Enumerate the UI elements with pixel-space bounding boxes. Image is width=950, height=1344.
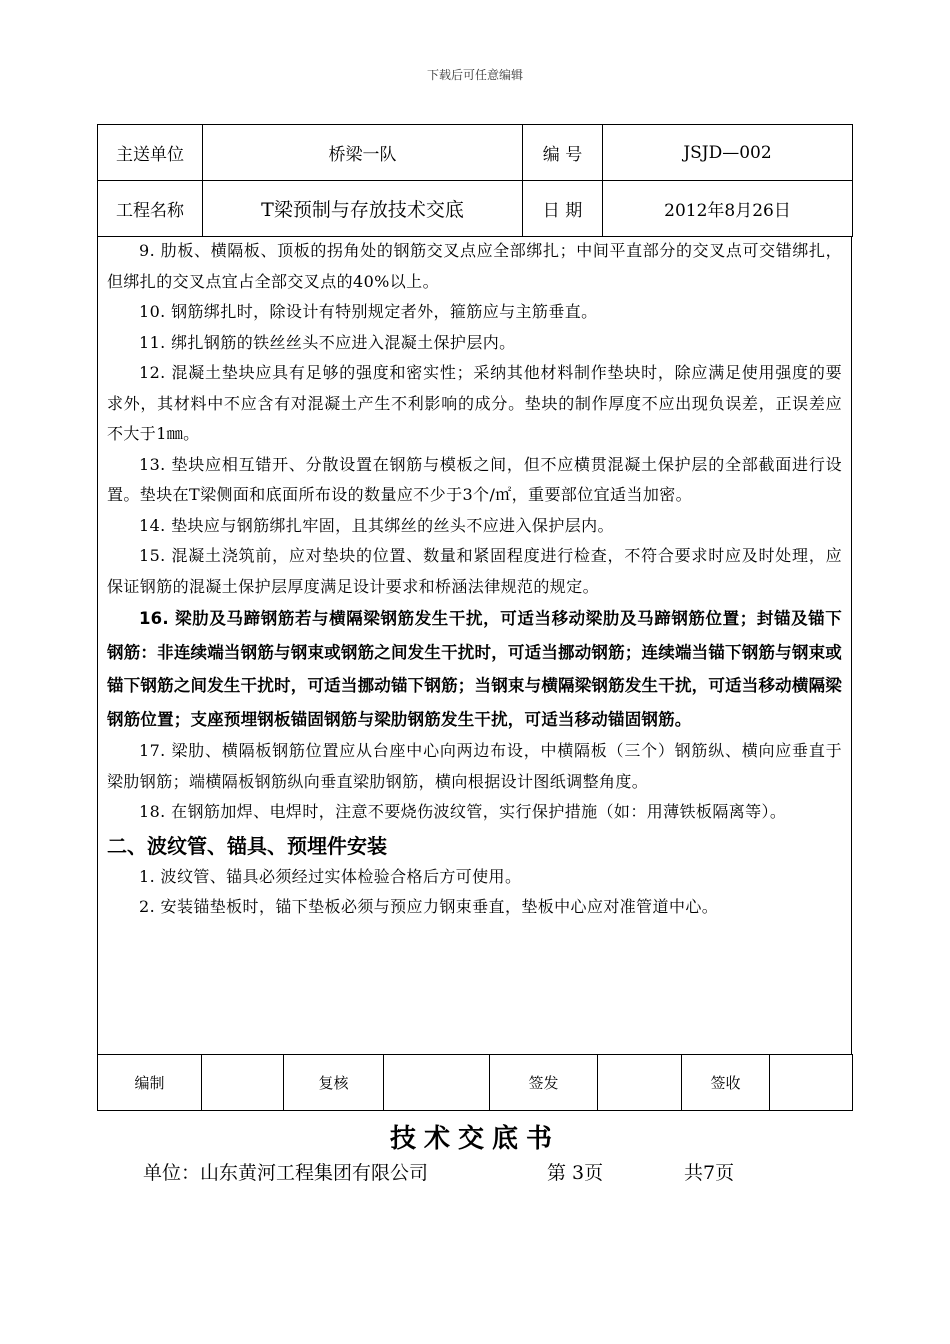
project-label: 工程名称 bbox=[98, 181, 203, 237]
document-title: 技术交底书 bbox=[389, 1124, 560, 1154]
review-field[interactable] bbox=[384, 1055, 490, 1111]
project-value: T梁预制与存放技术交底 bbox=[203, 181, 523, 237]
receive-label: 签收 bbox=[682, 1055, 770, 1111]
paragraph-18: 18. 在钢筋加焊、电焊时，注意不要烧伤波纹管，实行保护措施（如：用薄铁板隔离等）。 bbox=[139, 802, 787, 821]
sender-label: 主送单位 bbox=[98, 125, 203, 181]
receive-field[interactable] bbox=[770, 1055, 853, 1111]
compile-label: 编制 bbox=[98, 1055, 202, 1111]
sender-value: 桥梁一队 bbox=[203, 125, 523, 181]
paragraph-13: 13. 垫块应相互错开、分散设置在钢筋与模板之间，但不应横贯混凝土保护层的全部截面进行设置。垫块在T梁侧面和底面所布设的数量应不少于3个/㎡，重要部位宜适当加密。 bbox=[107, 454, 842, 504]
signature-row bbox=[98, 1055, 853, 1111]
issue-field[interactable] bbox=[598, 1055, 682, 1111]
review-label: 复核 bbox=[284, 1055, 384, 1111]
paragraph-10: 10. 钢筋绑扎时，除设计有特别规定者外，箍筋应与主筋垂直。 bbox=[139, 302, 598, 321]
footer bbox=[143, 1158, 734, 1185]
header-row-project bbox=[98, 181, 853, 237]
footer-unit: 单位：山东黄河工程集团有限公司 bbox=[143, 1162, 429, 1184]
section-item-1: 1. 波纹管、锚具必须经过实体检验合格后方可使用。 bbox=[139, 866, 522, 886]
section-heading: 二、波纹管、锚具、预埋件安装 bbox=[107, 833, 387, 858]
paragraph-12: 12. 混凝土垫块应具有足够的强度和密实性；采纳其他材料制作垫块时，除应满足使用强度的要求外，其材料中不应含有对混凝土产生不利影响的成分。垫块的制作厚度不应出现负误差，正误差应不大于1㎜。 bbox=[107, 363, 842, 443]
content-cell bbox=[97, 236, 852, 1054]
date-label: 日 期 bbox=[523, 181, 603, 237]
paragraph-11: 11. 绑扎钢筋的铁丝丝头不应进入混凝土保护层内。 bbox=[139, 332, 516, 352]
section-item-2: 2. 安装锚垫板时，锚下垫板必须与预应力钢束垂直，垫板中心应对准管道中心。 bbox=[139, 897, 719, 916]
date-value: 2012年8月26日 bbox=[603, 181, 853, 237]
number-label: 编 号 bbox=[523, 125, 603, 181]
paragraph-16-bold: 16. 梁肋及马蹄钢筋若与横隔梁钢筋发生干扰，可适当移动梁肋及马蹄钢筋位置；封锚及锚下钢筋：非连续端当钢筋与钢束或钢筋之间发生干扰时，可适当挪动钢筋；连续端当锚下钢筋与钢束或锚下钢筋之间发生干扰时，可适当挪动锚下钢筋；当钢束与横隔梁钢筋发生干扰，可适当移动横隔梁钢筋位置；支座预埋钢板锚固钢筋与梁肋钢筋发生干扰，可适当移动锚固钢筋。 bbox=[107, 609, 842, 729]
number-value: JSJD—002 bbox=[603, 125, 853, 181]
header-row-sender bbox=[98, 125, 853, 181]
signature-table bbox=[97, 1054, 853, 1111]
paragraph-15: 15. 混凝土浇筑前，应对垫块的位置、数量和紧固程度进行检查，不符合要求时应及时处理，应保证钢筋的混凝土保护层厚度满足设计要求和桥涵法律规范的规定。 bbox=[107, 546, 842, 596]
paragraph-9: 9. 肋板、横隔板、顶板的拐角处的钢筋交叉点应全部绑扎；中间平直部分的交叉点可交错绑扎，但绑扎的交叉点宜占全部交叉点的40%以上。 bbox=[107, 241, 842, 291]
watermark-text: 下载后可任意编辑 bbox=[426, 68, 523, 82]
header-table bbox=[97, 124, 853, 237]
paragraph-17: 17. 梁肋、横隔板钢筋位置应从台座中心向两边布设，中横隔板（三个）钢筋纵、横向应垂直于梁肋钢筋；端横隔板钢筋纵向垂直梁肋钢筋，横向根据设计图纸调整角度。 bbox=[107, 741, 842, 791]
paragraph-14: 14. 垫块应与钢筋绑扎牢固，且其绑丝的丝头不应进入保护层内。 bbox=[139, 515, 614, 535]
issue-label: 签发 bbox=[490, 1055, 598, 1111]
footer-page: 第 3页 bbox=[547, 1162, 604, 1184]
footer-total: 共7页 bbox=[684, 1162, 735, 1184]
compile-field[interactable] bbox=[202, 1055, 284, 1111]
